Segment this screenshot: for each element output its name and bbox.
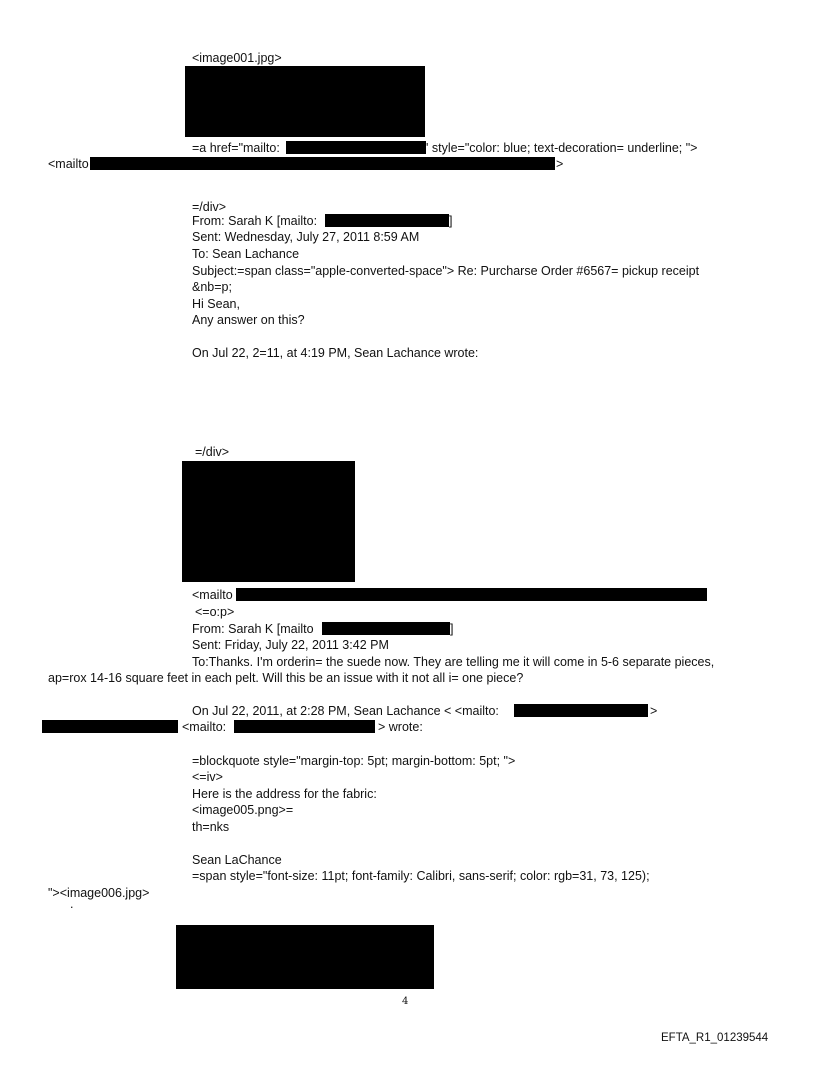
- address-line: Here is the address for the fabric:: [192, 787, 377, 801]
- redaction-bar: [325, 214, 449, 227]
- op-tag-line: <=o:p>: [195, 605, 235, 619]
- mailto-line-3-end: > wrote:: [378, 720, 423, 734]
- to-line-2-continued: ap=rox 14-16 square feet in each pelt. Will this be an issue with it not all i= one piece?: [48, 671, 524, 685]
- redaction-bar: [90, 157, 555, 170]
- from-line-2: From: Sarah K [mailto: [192, 622, 314, 636]
- nbsp-line: &nb=p;: [192, 280, 232, 294]
- image006-placeholder: "><image006.jpg>: [48, 886, 150, 900]
- mailto-line-1-end: >: [556, 157, 564, 171]
- image001-placeholder: <image001.jpg>: [192, 51, 282, 65]
- redaction-block: [185, 66, 425, 137]
- sent-line-2: Sent: Friday, July 22, 2011 3:42 PM: [192, 638, 389, 652]
- image005-placeholder: <image005.png>=: [192, 803, 294, 817]
- from-line-1-end: ]: [449, 214, 453, 228]
- href-line-start: =a href="mailto:: [192, 141, 280, 155]
- quote-intro-1: On Jul 22, 2=11, at 4:19 PM, Sean Lachance wrote:: [192, 346, 479, 360]
- redaction-bar: [286, 141, 426, 154]
- span-style-line: =span style="font-size: 11pt; font-family: Calibri, sans-serif; color: rgb=31, 73, 125);: [192, 869, 650, 883]
- mailto-line-2: <mailto: [192, 588, 233, 602]
- from-line-1: From: Sarah K [mailto:: [192, 214, 318, 228]
- redaction-bar: [322, 622, 450, 635]
- to-line-1: To: Sean Lachance: [192, 247, 300, 261]
- redaction-bar: [236, 588, 707, 601]
- redaction-bar: [42, 720, 178, 733]
- redaction-block: [176, 925, 434, 989]
- sent-line-1: Sent: Wednesday, July 27, 2011 8:59 AM: [192, 230, 420, 244]
- to-line-2: To:Thanks. I'm orderin= the suede now. They are telling me it will come in 5-6 separate pieces,: [192, 655, 715, 669]
- mailto-line-1: <mailto: [48, 157, 89, 171]
- thanks-line: th=nks: [192, 820, 230, 834]
- redaction-block: [182, 461, 355, 582]
- iv-tag-line: <=iv>: [192, 770, 223, 784]
- page-number: 4: [402, 996, 409, 1007]
- from-line-2-end: ]: [450, 622, 454, 636]
- mailto-line-3: <mailto:: [182, 720, 227, 734]
- dot-mark: .: [70, 897, 74, 911]
- div-close-2: =/div>: [195, 445, 230, 459]
- document-id: EFTA_R1_01239544: [661, 1032, 769, 1044]
- href-line-end: ' style="color: blue; text-decoration= underline; ">: [426, 141, 698, 155]
- blockquote-tag-line: =blockquote style="margin-top: 5pt; margin-bottom: 5pt; ">: [192, 754, 516, 768]
- div-close-1: =/div>: [192, 200, 227, 214]
- quote-intro-2-end: >: [650, 704, 658, 718]
- signature-name: Sean LaChance: [192, 853, 282, 867]
- question-line: Any answer on this?: [192, 313, 305, 327]
- redaction-bar: [234, 720, 375, 733]
- redaction-bar: [514, 704, 648, 717]
- quote-intro-2: On Jul 22, 2011, at 2:28 PM, Sean Lachance < <mailto:: [192, 704, 499, 718]
- subject-line-1: Subject:=span class="apple-converted-space"> Re: Purcharse Order #6567= pickup receipt: [192, 264, 700, 278]
- greeting-line: Hi Sean,: [192, 297, 240, 311]
